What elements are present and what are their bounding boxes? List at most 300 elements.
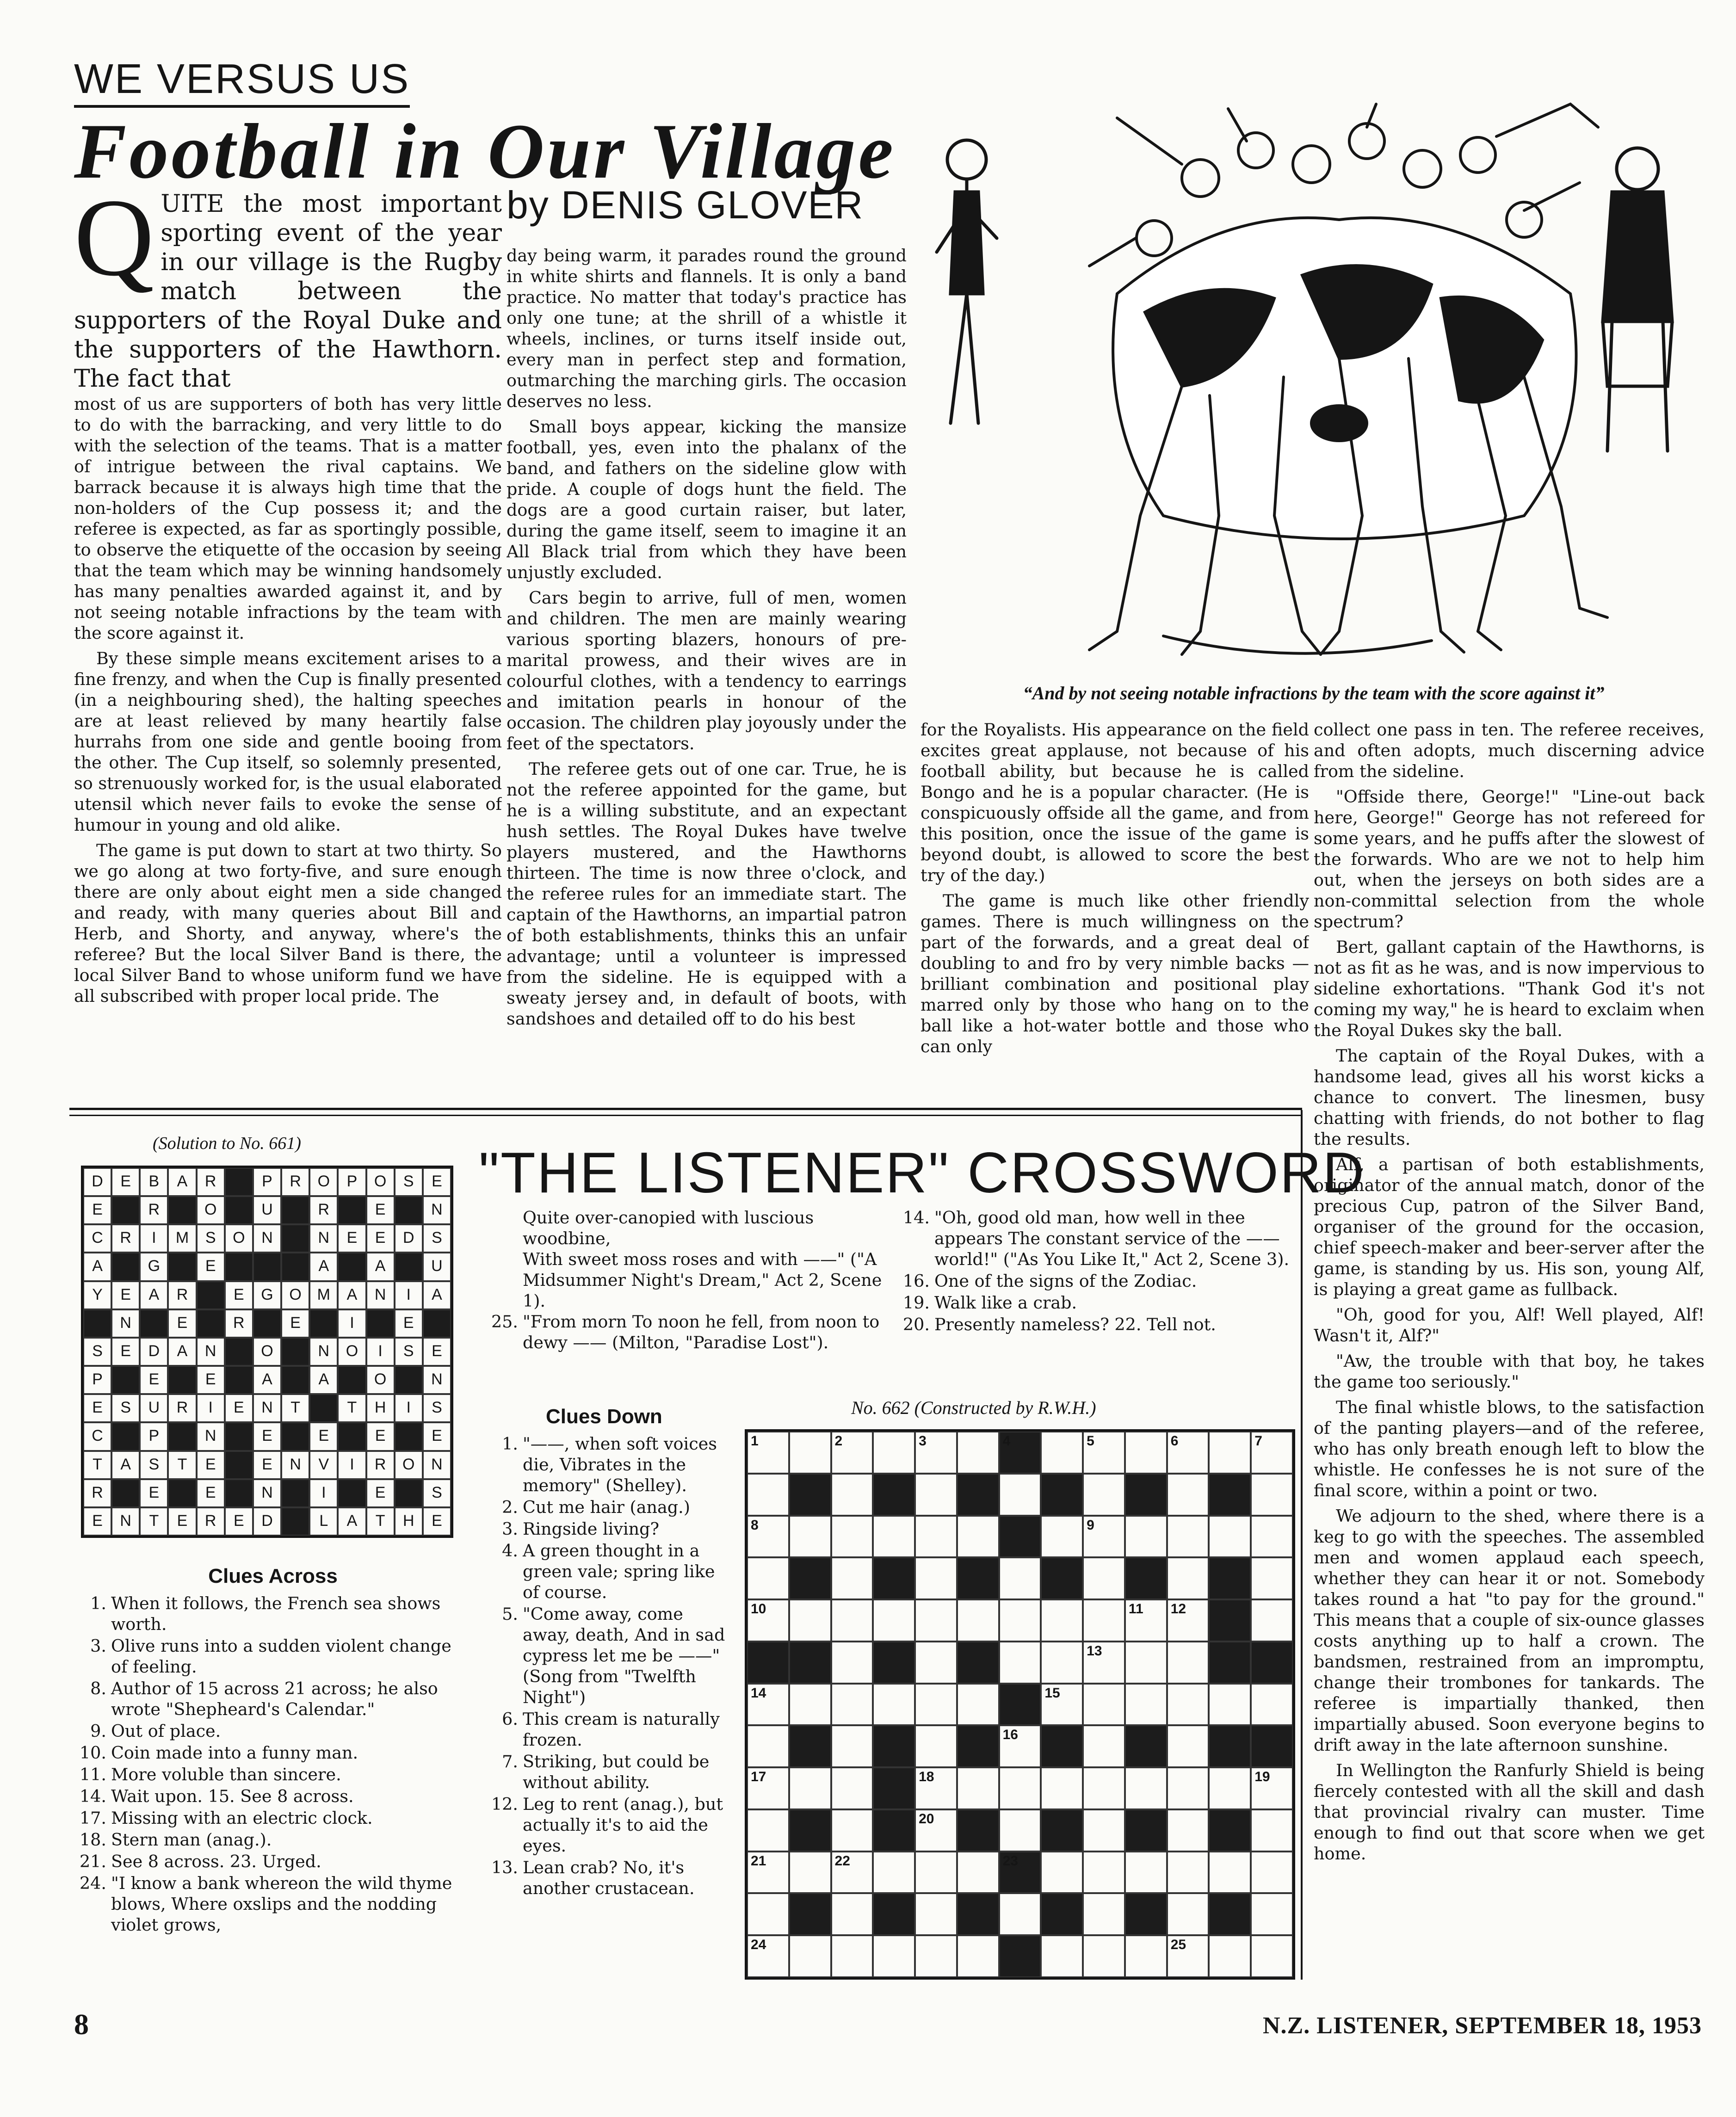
- grid-cell[interactable]: [1167, 1432, 1209, 1474]
- paragraph: Small boys appear, kicking the mansize football, yes, even into the phalanx of the band, and fathers on the sideline glow with pride. A couple of dogs hunt the field. The dogs are a good curtain raiser, but later, during the game itself, seem to imagine it an All Black trial from which they have been unjustly excluded.: [507, 417, 907, 582]
- solution-cell: [168, 1224, 196, 1253]
- clue-number: 24.: [79, 1873, 106, 1893]
- solution-black-cell: [366, 1309, 395, 1338]
- solution-cell: [338, 1338, 366, 1366]
- grid-cell[interactable]: [1167, 1809, 1209, 1852]
- solution-letter: E: [262, 1427, 272, 1445]
- solution-black-cell: [168, 1366, 196, 1394]
- solution-letter: N: [431, 1455, 443, 1473]
- clue-text: Stern man (anag.).: [111, 1830, 272, 1850]
- grid-cell[interactable]: [1083, 1935, 1125, 1977]
- grid-cell[interactable]: [999, 1642, 1041, 1684]
- solution-cell: [168, 1338, 196, 1366]
- solution-cell: [253, 1338, 281, 1366]
- publication-line: N.Z. LISTENER, SEPTEMBER 18, 1953: [1263, 2012, 1702, 2039]
- grid-cell[interactable]: [915, 1599, 957, 1642]
- grid-cell[interactable]: [1251, 1935, 1293, 1977]
- solution-black-cell: [281, 1366, 309, 1394]
- grid-cell[interactable]: [915, 1852, 957, 1894]
- solution-letter: E: [318, 1427, 329, 1445]
- clue-number: 21.: [79, 1852, 106, 1871]
- page-number: 8: [74, 2008, 89, 2041]
- solution-cell: [253, 1366, 281, 1394]
- solution-letter: A: [148, 1285, 160, 1303]
- grid-cell[interactable]: [1041, 1432, 1083, 1474]
- solution-cell: [366, 1451, 395, 1479]
- grid-number: 8: [751, 1517, 759, 1533]
- grid-cell[interactable]: [831, 1684, 873, 1726]
- solution-letter: S: [403, 1342, 414, 1360]
- grid-cell[interactable]: [1251, 1474, 1293, 1516]
- clue-text: Wait upon. 15. See 8 across.: [111, 1786, 354, 1806]
- clue: [486, 1497, 735, 1518]
- grid-black-cell: [747, 1642, 789, 1684]
- solution-cell: [366, 1479, 395, 1507]
- solution-letter: E: [432, 1512, 442, 1530]
- grid-cell[interactable]: [747, 1893, 789, 1935]
- grid-cell[interactable]: [1041, 1642, 1083, 1684]
- grid-cell[interactable]: [1167, 1474, 1209, 1516]
- solution-cell: [111, 1224, 140, 1253]
- clue-number: 25.: [491, 1312, 518, 1332]
- grid-number: 10: [751, 1601, 766, 1617]
- solution-cell: [197, 1366, 225, 1394]
- grid-cell[interactable]: [915, 1725, 957, 1767]
- grid-cell[interactable]: [1125, 1684, 1167, 1726]
- grid-cell[interactable]: [831, 1557, 873, 1599]
- clue-number: 14.: [902, 1208, 930, 1228]
- grid-cell[interactable]: [1041, 1852, 1083, 1894]
- clue-number: 11.: [79, 1765, 106, 1784]
- grid-black-cell: [873, 1809, 915, 1852]
- solution-black-cell: [281, 1479, 309, 1507]
- solution-letter: A: [346, 1285, 358, 1303]
- solution-black-cell: [225, 1366, 253, 1394]
- grid-cell[interactable]: [831, 1474, 873, 1516]
- article-headline: Football in Our Village: [74, 108, 896, 195]
- solution-letter: V: [318, 1455, 329, 1473]
- grid-cell[interactable]: [957, 1684, 999, 1726]
- grid-black-cell: [999, 1684, 1041, 1726]
- grid-cell[interactable]: [1251, 1684, 1293, 1726]
- solution-letter: E: [205, 1455, 216, 1473]
- solution-letter: E: [375, 1427, 386, 1445]
- clue: [74, 1873, 472, 1935]
- solution-cell: [225, 1224, 253, 1253]
- grid-cell[interactable]: [1251, 1557, 1293, 1599]
- rugby-scrum-illustration: [923, 99, 1705, 696]
- solution-cell: [281, 1451, 309, 1479]
- grid-cell[interactable]: [1125, 1432, 1167, 1474]
- grid-black-cell: [1041, 1557, 1083, 1599]
- grid-black-cell: [1209, 1557, 1251, 1599]
- grid-number: 20: [919, 1811, 934, 1827]
- solution-letter: E: [205, 1483, 216, 1501]
- grid-cell[interactable]: [999, 1809, 1041, 1852]
- grid-number: 1: [751, 1433, 759, 1449]
- grid-cell[interactable]: [831, 1767, 873, 1809]
- grid-cell[interactable]: [789, 1852, 831, 1894]
- solution-letter: R: [204, 1512, 216, 1530]
- clue-text: This cream is naturally frozen.: [523, 1709, 720, 1750]
- grid-black-cell: [957, 1557, 999, 1599]
- grid-cell[interactable]: [1167, 1684, 1209, 1726]
- solution-letter: I: [152, 1229, 156, 1247]
- solution-letter: I: [350, 1314, 354, 1332]
- solution-black-cell: [197, 1309, 225, 1338]
- grid-cell[interactable]: [1251, 1432, 1293, 1474]
- clue-text: One of the signs of the Zodiac.: [934, 1271, 1197, 1291]
- solution-letter: S: [205, 1229, 216, 1247]
- solution-letter: H: [402, 1512, 414, 1530]
- grid-cell[interactable]: [1125, 1642, 1167, 1684]
- solution-cell: [395, 1394, 423, 1422]
- grid-cell[interactable]: [1167, 1935, 1209, 1977]
- clue-number: 14.: [79, 1786, 106, 1806]
- solution-letter: T: [149, 1512, 159, 1530]
- grid-cell[interactable]: [789, 1432, 831, 1474]
- article-column-3: [921, 719, 1309, 1099]
- solution-cell: [83, 1479, 111, 1507]
- clue-number: 4.: [502, 1541, 518, 1561]
- grid-cell[interactable]: [1083, 1432, 1125, 1474]
- grid-cell[interactable]: [1251, 1599, 1293, 1642]
- paragraph: The captain of the Royal Dukes, with a handsome lead, gives all his worst kicks a chance to convert. The linesmen, busy chatting with friends, do not bother to flag the results.: [1314, 1046, 1705, 1149]
- grid-cell[interactable]: [1041, 1684, 1083, 1726]
- grid-cell[interactable]: [1209, 1767, 1251, 1809]
- grid-cell[interactable]: [1083, 1852, 1125, 1894]
- grid-cell[interactable]: [1083, 1893, 1125, 1935]
- grid-cell[interactable]: [915, 1557, 957, 1599]
- grid-cell[interactable]: [999, 1599, 1041, 1642]
- solution-cell: [366, 1281, 395, 1309]
- grid-cell[interactable]: [999, 1474, 1041, 1516]
- grid-cell[interactable]: [1167, 1599, 1209, 1642]
- grid-cell[interactable]: [1041, 1767, 1083, 1809]
- solution-letter: R: [176, 1285, 188, 1303]
- grid-cell[interactable]: [789, 1516, 831, 1558]
- clue-number: 7.: [502, 1752, 518, 1771]
- grid-black-cell: [957, 1725, 999, 1767]
- grid-cell[interactable]: [747, 1684, 789, 1726]
- solution-letter: R: [92, 1483, 103, 1501]
- clue-text: Author of 15 across 21 across; he also wrote "Shepheard's Calendar.": [111, 1679, 438, 1719]
- solution-letter: U: [261, 1201, 273, 1219]
- grid-cell[interactable]: [999, 1893, 1041, 1935]
- grid-cell[interactable]: [1083, 1474, 1125, 1516]
- grid-cell[interactable]: [747, 1935, 789, 1977]
- solution-letter: N: [318, 1229, 330, 1247]
- grid-cell[interactable]: [1167, 1642, 1209, 1684]
- grid-black-cell: [1125, 1725, 1167, 1767]
- grid-cell[interactable]: [1209, 1935, 1251, 1977]
- grid-number: 13: [1087, 1643, 1102, 1659]
- clue-text: Presently nameless? 22. Tell not.: [934, 1315, 1216, 1334]
- solution-cell: [168, 1451, 196, 1479]
- grid-cell[interactable]: [789, 1767, 831, 1809]
- grid-cell[interactable]: [1083, 1809, 1125, 1852]
- grid-cell[interactable]: [1209, 1684, 1251, 1726]
- grid-black-cell: [1041, 1893, 1083, 1935]
- solution-cell: [338, 1507, 366, 1536]
- grid-cell[interactable]: [747, 1432, 789, 1474]
- solution-cell: [168, 1309, 196, 1338]
- grid-cell[interactable]: [747, 1474, 789, 1516]
- solution-black-cell: [338, 1422, 366, 1450]
- grid-cell[interactable]: [873, 1684, 915, 1726]
- grid-number: 7: [1254, 1433, 1262, 1449]
- grid-cell[interactable]: [1083, 1684, 1125, 1726]
- grid-cell[interactable]: [1041, 1599, 1083, 1642]
- grid-cell[interactable]: [1251, 1852, 1293, 1894]
- solution-black-cell: [395, 1196, 423, 1224]
- grid-cell[interactable]: [999, 1557, 1041, 1599]
- solution-cell: [366, 1253, 395, 1281]
- grid-cell[interactable]: [1125, 1852, 1167, 1894]
- clue-text: Lean crab? No, it's another crustacean.: [523, 1858, 695, 1898]
- grid-cell[interactable]: [747, 1557, 789, 1599]
- solution-cell: [140, 1451, 168, 1479]
- grid-cell[interactable]: [831, 1642, 873, 1684]
- grid-cell[interactable]: [873, 1432, 915, 1474]
- clue-text: Missing with an electric clock.: [111, 1808, 373, 1828]
- grid-cell[interactable]: [1167, 1893, 1209, 1935]
- solution-cell: [423, 1224, 451, 1253]
- solution-cell: [309, 1479, 338, 1507]
- grid-cell[interactable]: [1083, 1725, 1125, 1767]
- grid-number: 6: [1170, 1433, 1179, 1449]
- grid-cell[interactable]: [1083, 1516, 1125, 1558]
- solution-letter: O: [204, 1201, 217, 1219]
- solution-letter: R: [233, 1314, 245, 1332]
- grid-cell[interactable]: [1083, 1767, 1125, 1809]
- solution-cell: [140, 1394, 168, 1422]
- grid-cell[interactable]: [747, 1599, 789, 1642]
- grid-number: 11: [1128, 1601, 1143, 1617]
- grid-cell[interactable]: [1251, 1767, 1293, 1809]
- grid-cell[interactable]: [915, 1809, 957, 1852]
- grid-cell[interactable]: [831, 1852, 873, 1894]
- grid-cell[interactable]: [1125, 1767, 1167, 1809]
- grid-cell[interactable]: [1167, 1852, 1209, 1894]
- grid-cell[interactable]: [957, 1432, 999, 1474]
- grid-cell[interactable]: [1167, 1767, 1209, 1809]
- paragraph: Cars begin to arrive, full of men, women and children. The men are mainly wearing various sporting blazers, honours of pre-marital prowess, and their wives are in colourful clothes, with a tendency to earrings and imitation pearls in honour of the occasion. The children play joyously under the feet of the spectators.: [507, 588, 907, 753]
- grid-cell[interactable]: [1251, 1809, 1293, 1852]
- grid-number: 18: [919, 1769, 934, 1785]
- grid-cell[interactable]: [747, 1767, 789, 1809]
- grid-cell[interactable]: [747, 1852, 789, 1894]
- grid-number: 3: [919, 1433, 927, 1449]
- grid-cell[interactable]: [1083, 1599, 1125, 1642]
- solution-black-cell: [253, 1309, 281, 1338]
- grid-black-cell: [1209, 1474, 1251, 1516]
- grid-cell[interactable]: [1251, 1893, 1293, 1935]
- grid-cell[interactable]: [915, 1684, 957, 1726]
- solution-letter: P: [346, 1173, 358, 1190]
- solution-letter: M: [175, 1229, 189, 1247]
- solution-letter: O: [289, 1285, 302, 1303]
- solution-cell: [140, 1366, 168, 1394]
- solution-black-cell: [225, 1338, 253, 1366]
- solution-cell: [366, 1224, 395, 1253]
- solution-black-cell: [83, 1309, 111, 1338]
- grid-cell[interactable]: [1167, 1557, 1209, 1599]
- grid-cell[interactable]: [957, 1767, 999, 1809]
- grid-cell[interactable]: [747, 1516, 789, 1558]
- drop-cap: Q: [74, 190, 154, 299]
- solution-letter: B: [148, 1173, 160, 1190]
- solution-cell: [197, 1507, 225, 1536]
- solution-letter: E: [148, 1483, 160, 1501]
- grid-number: 22: [834, 1853, 850, 1869]
- solution-letter: N: [120, 1314, 131, 1332]
- solution-letter: M: [317, 1285, 330, 1303]
- clue-number: 17.: [79, 1808, 106, 1828]
- grid-cell[interactable]: [873, 1935, 915, 1977]
- grid-cell[interactable]: [831, 1725, 873, 1767]
- grid-cell[interactable]: [957, 1516, 999, 1558]
- solution-letter: T: [375, 1512, 385, 1530]
- article-column-1: [74, 190, 502, 1096]
- grid-cell[interactable]: [915, 1767, 957, 1809]
- solution-black-cell: [140, 1309, 168, 1338]
- solution-cell: [309, 1253, 338, 1281]
- solution-cell: [281, 1168, 309, 1196]
- clue: [486, 1794, 735, 1856]
- solution-letter: Y: [92, 1285, 103, 1303]
- clues-down-heading: Clues Down: [546, 1405, 662, 1428]
- solution-letter: P: [262, 1173, 272, 1190]
- solution-cell: [83, 1224, 111, 1253]
- solution-cell: [423, 1422, 451, 1450]
- grid-cell[interactable]: [957, 1599, 999, 1642]
- solution-cell: [168, 1394, 196, 1422]
- grid-cell[interactable]: [957, 1935, 999, 1977]
- grid-cell[interactable]: [915, 1642, 957, 1684]
- clues-across: [74, 1566, 472, 1936]
- grid-cell[interactable]: [831, 1599, 873, 1642]
- clue: [74, 1636, 472, 1677]
- clue-text: Coin made into a funny man.: [111, 1743, 358, 1763]
- grid-cell[interactable]: [1083, 1642, 1125, 1684]
- grid-cell[interactable]: [831, 1809, 873, 1852]
- solution-black-cell: [168, 1253, 196, 1281]
- solution-letter: N: [204, 1427, 216, 1445]
- grid-number: 19: [1254, 1769, 1270, 1785]
- grid-black-cell: [1209, 1725, 1251, 1767]
- paragraph: In Wellington the Ranfurly Shield is being fiercely contested with all the skill and dash that provincial rivalry can muster. Time enough to find out that score when we get home.: [1314, 1760, 1705, 1864]
- grid-cell[interactable]: [915, 1474, 957, 1516]
- solution-black-cell: [281, 1422, 309, 1450]
- solution-black-cell: [309, 1309, 338, 1338]
- grid-black-cell: [1041, 1725, 1083, 1767]
- clue: [74, 1742, 472, 1763]
- solution-cell: [366, 1394, 395, 1422]
- grid-black-cell: [789, 1725, 831, 1767]
- solution-cell: [395, 1507, 423, 1536]
- solution-cell: [338, 1309, 366, 1338]
- grid-cell[interactable]: [1083, 1557, 1125, 1599]
- grid-cell[interactable]: [873, 1599, 915, 1642]
- grid-cell[interactable]: [999, 1767, 1041, 1809]
- solution-letter: E: [403, 1314, 414, 1332]
- solution-grid: [81, 1166, 453, 1538]
- grid-cell[interactable]: [1209, 1516, 1251, 1558]
- clue: [486, 1857, 735, 1899]
- solution-letter: A: [177, 1342, 188, 1360]
- grid-cell[interactable]: [789, 1935, 831, 1977]
- grid-cell[interactable]: [1167, 1516, 1209, 1558]
- solution-cell: [253, 1507, 281, 1536]
- grid-cell[interactable]: [1251, 1516, 1293, 1558]
- solution-letter: E: [233, 1399, 244, 1417]
- grid-cell[interactable]: [747, 1725, 789, 1767]
- grid-cell[interactable]: [831, 1516, 873, 1558]
- clue-number: 9.: [90, 1721, 106, 1741]
- grid-cell[interactable]: [915, 1893, 957, 1935]
- solution-cell: [309, 1422, 338, 1450]
- clue-text: "——, when soft voices die, Vibrates in the memory" (Shelley).: [523, 1434, 717, 1495]
- solution-cell: [309, 1366, 338, 1394]
- section-kicker: WE VERSUS US: [74, 56, 410, 108]
- grid-cell[interactable]: [1125, 1599, 1167, 1642]
- grid-cell[interactable]: [1041, 1516, 1083, 1558]
- grid-cell[interactable]: [831, 1432, 873, 1474]
- solution-letter: E: [120, 1173, 131, 1190]
- solution-cell: [225, 1507, 253, 1536]
- solution-cell: [423, 1451, 451, 1479]
- solution-black-cell: [197, 1281, 225, 1309]
- grid-cell[interactable]: [873, 1852, 915, 1894]
- grid-cell[interactable]: [999, 1725, 1041, 1767]
- grid-cell[interactable]: [1209, 1852, 1251, 1894]
- solution-letter: E: [177, 1314, 188, 1332]
- grid-cell[interactable]: [1041, 1935, 1083, 1977]
- solution-letter: N: [204, 1342, 216, 1360]
- solution-letter: N: [290, 1455, 301, 1473]
- grid-black-cell: [873, 1557, 915, 1599]
- solution-cell: [168, 1168, 196, 1196]
- grid-cell[interactable]: [915, 1935, 957, 1977]
- grid-number: 16: [1002, 1727, 1018, 1743]
- grid-black-cell: [789, 1557, 831, 1599]
- grid-cell[interactable]: [1125, 1935, 1167, 1977]
- grid-cell[interactable]: [789, 1684, 831, 1726]
- grid-cell[interactable]: [1167, 1725, 1209, 1767]
- grid-cell[interactable]: [831, 1893, 873, 1935]
- clue-number: 18.: [79, 1830, 106, 1850]
- grid-cell[interactable]: [873, 1516, 915, 1558]
- solution-cell: [338, 1281, 366, 1309]
- solution-letter: U: [431, 1257, 443, 1275]
- grid-cell[interactable]: [831, 1935, 873, 1977]
- solution-cell: [309, 1338, 338, 1366]
- grid-black-cell: [1251, 1725, 1293, 1767]
- grid-cell[interactable]: [915, 1516, 957, 1558]
- grid-cell[interactable]: [957, 1852, 999, 1894]
- grid-cell[interactable]: [915, 1432, 957, 1474]
- solution-letter: A: [375, 1257, 386, 1275]
- grid-cell[interactable]: [789, 1599, 831, 1642]
- clue-text: Olive runs into a sudden violent change of feeling.: [111, 1636, 451, 1677]
- crossword-grid: [745, 1429, 1295, 1980]
- grid-black-cell: [957, 1642, 999, 1684]
- grid-cell[interactable]: [1209, 1432, 1251, 1474]
- grid-cell[interactable]: [747, 1809, 789, 1852]
- clue: [74, 1851, 472, 1872]
- grid-cell[interactable]: [1125, 1516, 1167, 1558]
